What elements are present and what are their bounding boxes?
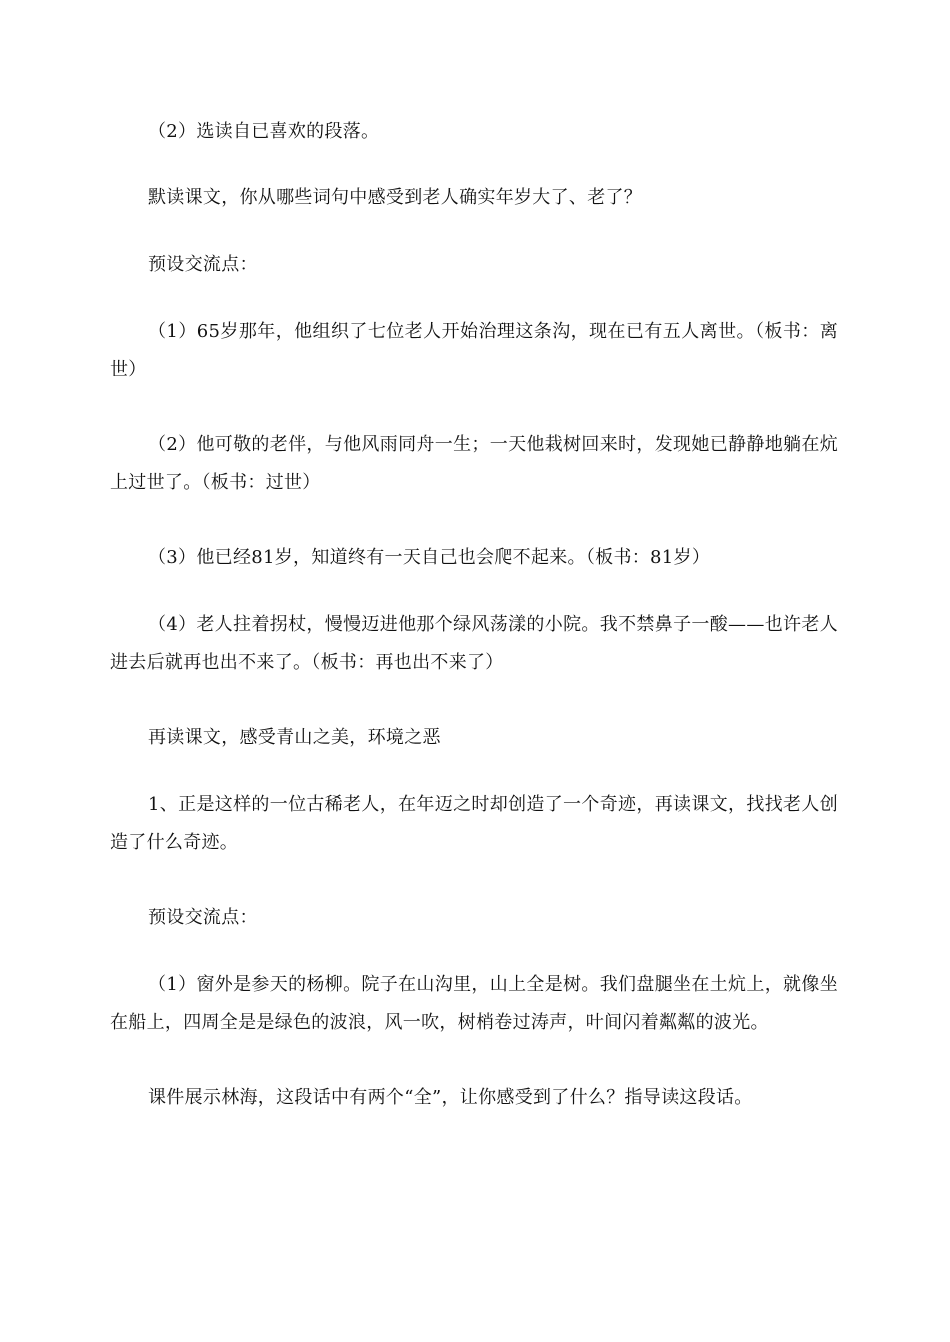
paragraph-point-4: （4）老人拄着拐杖，慢慢迈进他那个绿风荡漾的小院。我不禁鼻子一酸——也许老人进去后就再也出不来了。（板书：再也出不来了） bbox=[110, 614, 838, 673]
paragraph-courseware-instruction: 课件展示林海，这段话中有两个“全”，让你感受到了什么？指导读这段话。 bbox=[148, 1087, 753, 1108]
paragraph-silent-reading-question: 默读课文，你从哪些词句中感受到老人确实年岁大了、老了？ bbox=[148, 187, 643, 208]
paragraph-miracle-question: 1、正是这样的一位古稀老人，在年迈之时却创造了一个奇迹，再读课文，找找老人创造了什么奇迹。 bbox=[110, 794, 838, 853]
paragraph-preset-points-heading: 预设交流点： bbox=[148, 254, 258, 275]
paragraph-point-2: （2）他可敬的老伴，与他风雨同舟一生；一天他栽树回来时，发现她已静静地躺在炕上过世了。（板书：过世） bbox=[110, 434, 838, 493]
paragraph-point-1: （1）65岁那年，他组织了七位老人开始治理这条沟，现在已有五人离世。（板书：离世） bbox=[110, 321, 838, 380]
paragraph-preset-points-heading-2: 预设交流点： bbox=[148, 907, 258, 928]
paragraph-reread-heading: 再读课文，感受青山之美，环境之恶 bbox=[148, 727, 441, 748]
paragraph-point-3: （3）他已经81岁，知道终有一天自己也会爬不起来。（板书：81岁） bbox=[148, 547, 711, 568]
paragraph-select-reading: （2）选读自已喜欢的段落。 bbox=[148, 121, 380, 142]
paragraph-forest-description: （1）窗外是参天的杨柳。院子在山沟里，山上全是树。我们盘腿坐在土炕上，就像坐在船上，四周全是是绿色的波浪，风一吹，树梢卷过涛声，叶间闪着粼粼的波光。 bbox=[110, 974, 838, 1033]
